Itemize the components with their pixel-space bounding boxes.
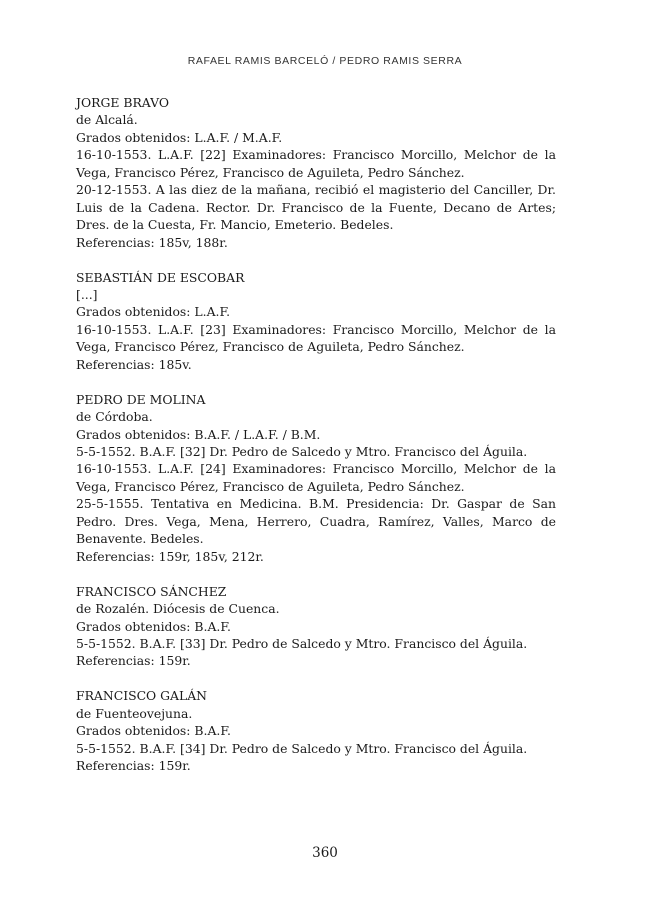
entry-event: 5-5-1552. B.A.F. [32] Dr. Pedro de Salcedo y Mtro. Francisco del Águila. (76, 444, 528, 460)
entry-origin: de Alcalá. (76, 112, 138, 128)
page-number: 360 (312, 845, 338, 861)
entry-degrees: Grados obtenidos: L.A.F. (76, 304, 231, 320)
entry-degrees: Grados obtenidos: B.A.F. / L.A.F. / B.M. (76, 426, 321, 442)
entry-references: Referencias: 185v. (76, 356, 192, 372)
entry-origin: [...] (76, 286, 98, 302)
entry-jorge-bravo (76, 94, 556, 251)
entry-origin: de Rozalén. Diócesis de Cuenca. (76, 601, 280, 617)
entry-name: FRANCISCO GALÁN (76, 688, 208, 704)
entry-event: 5-5-1552. B.A.F. [34] Dr. Pedro de Salcedo y Mtro. Francisco del Águila. (76, 740, 528, 756)
running-header: RAFAEL RAMIS BARCELÓ / PEDRO RAMIS SERRA (187, 55, 463, 67)
entry-origin: de Córdoba. (76, 409, 153, 425)
entry-references: Referencias: 159r. (76, 758, 191, 774)
entry-event: 5-5-1552. B.A.F. [33] Dr. Pedro de Salcedo y Mtro. Francisco del Águila. (76, 636, 528, 651)
page-body (76, 94, 556, 792)
entry-degrees: Grados obtenidos: B.A.F. (76, 723, 231, 739)
entry-degrees: Grados obtenidos: L.A.F. / M.A.F. (76, 129, 283, 145)
entry-event: 20-12-1553. A las diez de la mañana, recibió el magisterio del Canciller, Dr. Luis de la Cadena. Rector. Dr. Francisco de la Fuente, Decano de Artes; Dres. de la Cuesta, Fr. Mancio, Emeterio. Bedeles. (76, 182, 556, 233)
entry-name: PEDRO DE MOLINA (76, 391, 206, 407)
entry-references: Referencias: 185v, 188r. (76, 234, 228, 250)
entry-references: Referencias: 159r. (76, 653, 191, 669)
entry-pedro-de-molina (76, 391, 556, 566)
entry-name: FRANCISCO SÁNCHEZ (76, 583, 227, 599)
entry-francisco-sanchez (76, 583, 556, 670)
entry-francisco-galan (76, 687, 556, 774)
entry-origin: de Fuenteovejuna. (76, 705, 193, 721)
entry-name: JORGE BRAVO (76, 95, 169, 110)
entry-name: SEBASTIÁN DE ESCOBAR (76, 269, 245, 285)
entry-event: 16-10-1553. L.A.F. [24] Examinadores: Francisco Morcillo, Melchor de la Vega, Francisco Pérez, Francisco de Aguileta, Pedro Sánchez. (76, 461, 556, 494)
entry-references: Referencias: 159r, 185v, 212r. (76, 548, 264, 564)
entry-event: 16-10-1553. L.A.F. [22] Examinadores: Francisco Morcillo, Melchor de la Vega, Francisco Pérez, Francisco de Aguileta, Pedro Sánchez. (76, 147, 556, 180)
entry-event: 16-10-1553. L.A.F. [23] Examinadores: Francisco Morcillo, Melchor de la Vega, Francisco Pérez, Francisco de Aguileta, Pedro Sánchez. (76, 321, 556, 355)
entry-event: 25-5-1555. Tentativa en Medicina. B.M. Presidencia: Dr. Gaspar de San Pedro. Dres. Vega, Mena, Herrero, Cuadra, Ramírez, Valles, Marco de Benavente. Bedeles. (76, 496, 556, 547)
entry-degrees: Grados obtenidos: B.A.F. (76, 618, 231, 634)
entry-sebastian-de-escobar (76, 269, 556, 374)
